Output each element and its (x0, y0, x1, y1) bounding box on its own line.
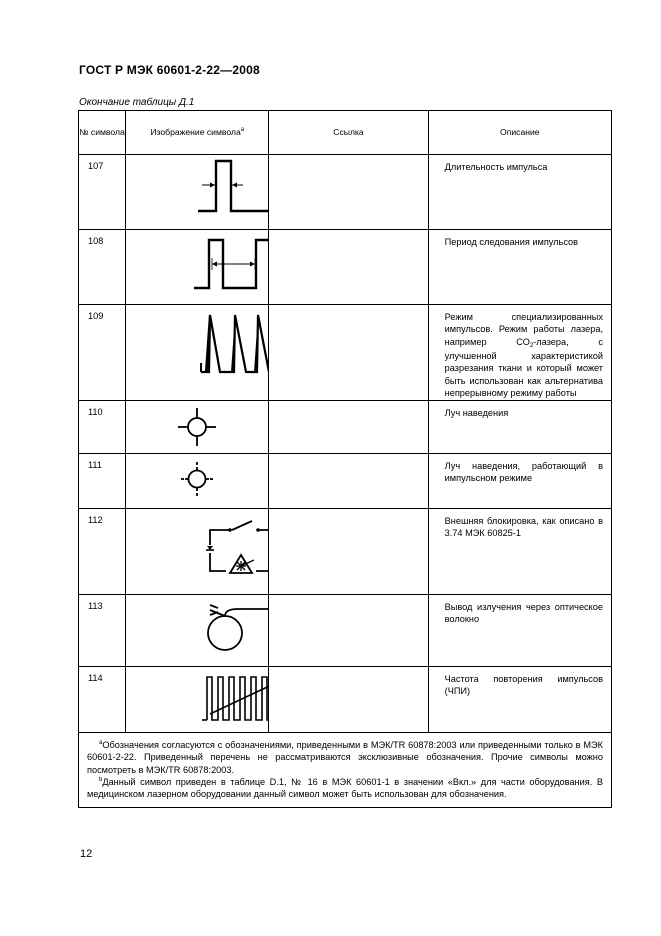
footnotes-row (79, 732, 612, 807)
row-num: 110 (79, 400, 126, 453)
desc-cell: Луч наведения, работающий в импульсном режиме (428, 453, 611, 508)
ref-cell (269, 508, 428, 594)
header-image-label: Изображение символа (150, 127, 241, 138)
subscript: 2 (529, 342, 534, 349)
desc-cell: Внешняя блокировка, как описано в 3.74 МЭК 60825-1 (428, 508, 611, 594)
symbol-cell (126, 400, 269, 453)
table-row (79, 666, 612, 732)
ref-cell (269, 155, 428, 230)
symbol-cell (126, 230, 269, 305)
ref-cell (269, 666, 428, 732)
footnote-mark-a: а (240, 127, 245, 134)
ref-cell (269, 230, 428, 305)
ref-cell (269, 594, 428, 666)
footnote-a-mark: а (99, 739, 103, 746)
desc-cell: Частота повторения импульсов (ЧПИ) (428, 666, 611, 732)
row-num: 112 (79, 508, 126, 594)
header-ref: Ссылка (269, 111, 428, 155)
table-row (79, 508, 612, 594)
row-num: 113 (79, 594, 126, 666)
row-num: 108 (79, 230, 126, 305)
document-header: ГОСТ Р МЭК 60601-2-22—2008 (79, 63, 260, 77)
symbols-table (78, 110, 612, 808)
external-interlock-icon (126, 509, 269, 594)
ref-cell (269, 400, 428, 453)
symbol-cell (126, 666, 269, 732)
symbol-cell (126, 508, 269, 594)
ref-cell (269, 453, 428, 508)
pulse-period-icon (126, 230, 269, 304)
symbol-cell (126, 594, 269, 666)
pulse-repetition-rate-icon (126, 667, 269, 732)
table-header-row (79, 111, 612, 155)
pulsed-aiming-beam-icon (126, 454, 269, 508)
fiber-output-icon (126, 595, 269, 666)
footnote-a (87, 739, 603, 776)
footnotes-cell (79, 732, 612, 807)
table-row (79, 453, 612, 508)
symbol-cell (126, 453, 269, 508)
header-desc: Описание (428, 111, 611, 155)
footnote-a-text: Обозначения согласуются с обозначениями, приведенными в МЭК/TR 60878:2003 или приведенными только в МЭК 60601-2-22. Приведенный перечень не рассматриваются эксклюзивные обозначения. Прочие символы можно посмотреть в МЭК/TR 60878:2003. (87, 739, 603, 775)
table-row (79, 305, 612, 401)
row-num: 114 (79, 666, 126, 732)
special-pulse-mode-icon (126, 305, 269, 391)
ref-cell (269, 305, 428, 401)
desc-text-part1: Режим специализированных импульсов. Режим работы лазера, например СО (444, 312, 603, 347)
footnote-b (87, 776, 603, 801)
row-num: 111 (79, 453, 126, 508)
desc-cell: Вывод излучения через оптическое волокно (428, 594, 611, 666)
row-num: 107 (79, 155, 126, 230)
symbol-cell (126, 155, 269, 230)
row-num: 109 (79, 305, 126, 401)
table-row (79, 594, 612, 666)
desc-cell: Длительность импульса (428, 155, 611, 230)
desc-cell: Период следования импульсов (428, 230, 611, 305)
desc-text-part2: -лазера, с улучшенной характеристикой разрезания ткани и который может быть использован как альтернатива непрерывному режиму работы (444, 336, 603, 399)
table-caption: Окончание таблицы Д.1 (79, 97, 195, 108)
footnote-b-mark: b (99, 776, 103, 783)
desc-cell (428, 305, 611, 401)
table-row (79, 155, 612, 230)
table-row (79, 400, 612, 453)
footnote-b-text: Данный символ приведен в таблице D.1, № 16 в МЭК 60601-1 в значении «Вкл.» для части оборудования. В медицинском лазерном оборудовании данный символ может быть использован для обозначения. (87, 777, 603, 800)
pulse-duration-icon (126, 155, 269, 229)
header-num: № символа (79, 111, 126, 155)
table-row (79, 230, 612, 305)
page-number: 12 (80, 848, 93, 860)
symbol-cell (126, 305, 269, 401)
header-image (126, 111, 269, 155)
aiming-beam-icon (126, 401, 269, 453)
desc-cell: Луч наведения (428, 400, 611, 453)
